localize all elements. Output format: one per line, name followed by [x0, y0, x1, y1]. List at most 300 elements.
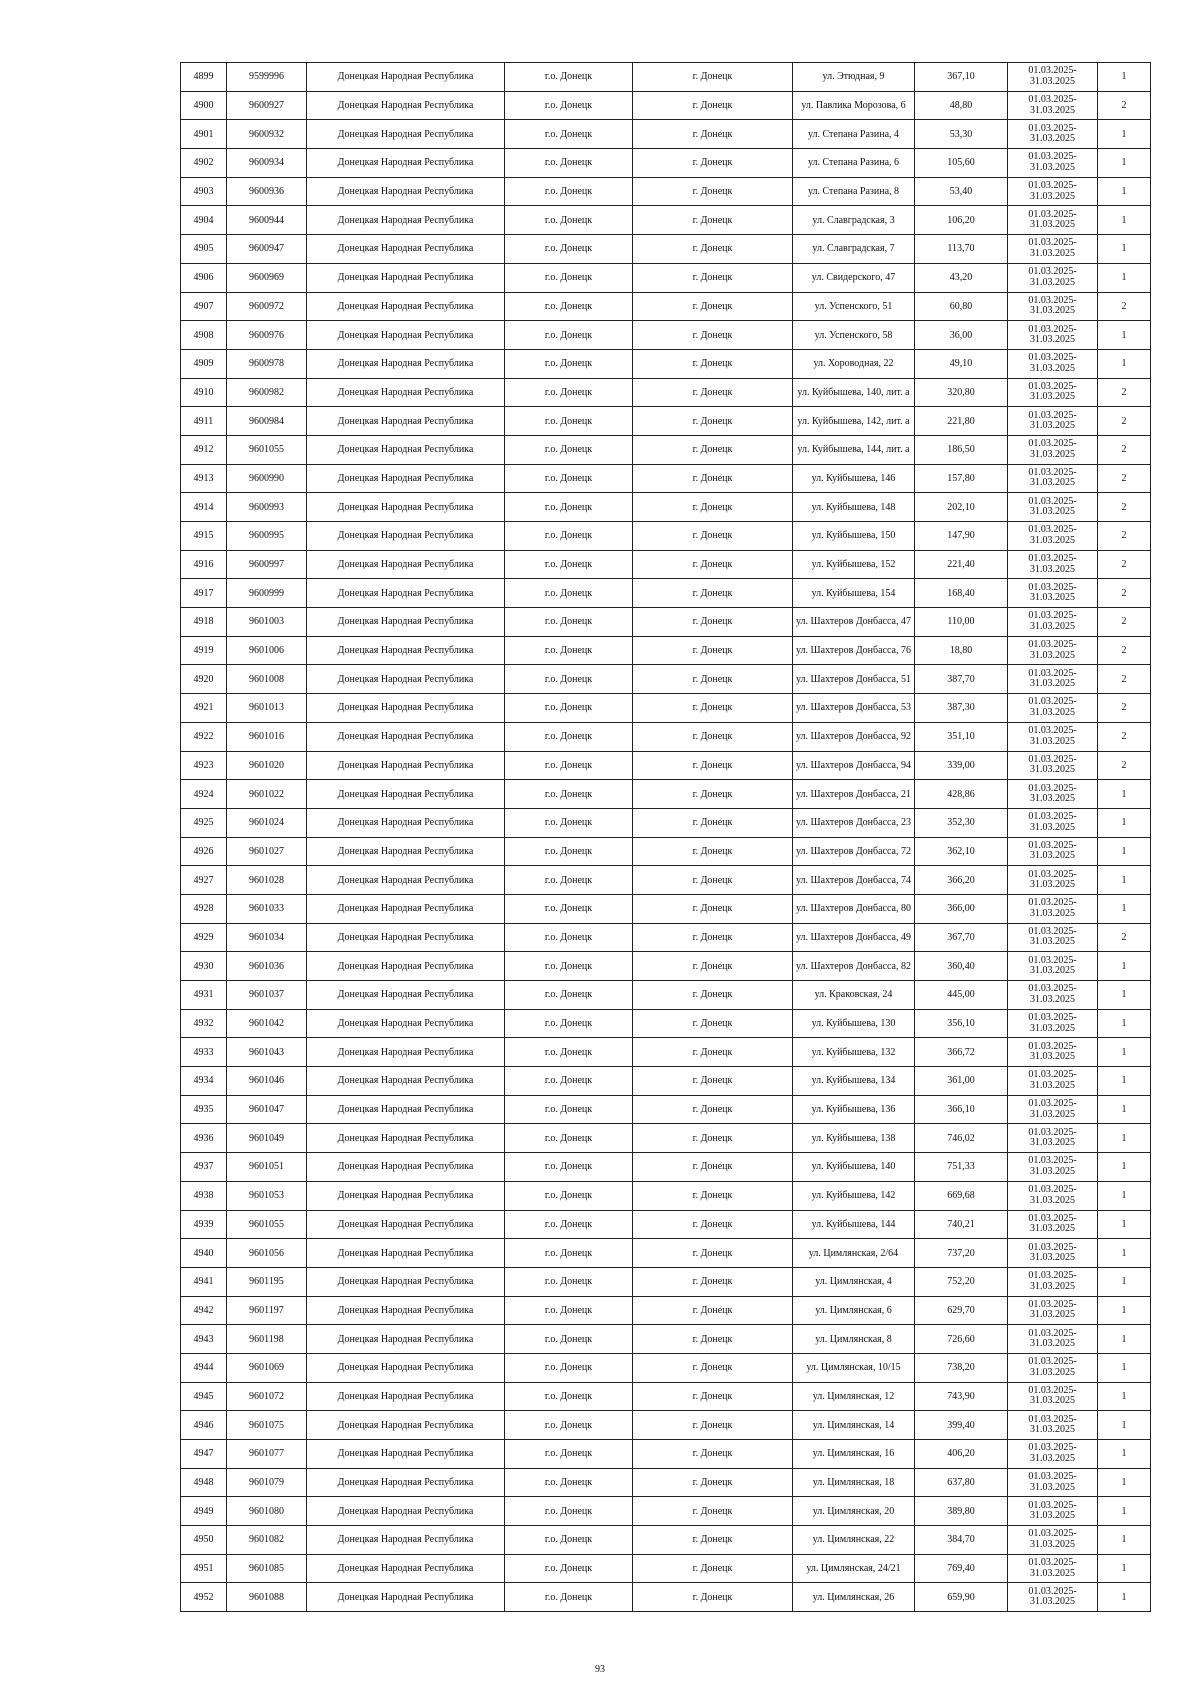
city-cell: г. Донецк [633, 1009, 793, 1038]
address-cell: ул. Куйбышева, 144, лит. а [793, 435, 915, 464]
page-number: 93 [595, 1664, 605, 1675]
address-cell: ул. Куйбышева, 132 [793, 1038, 915, 1067]
region-cell: Донецкая Народная Республика [307, 1181, 505, 1210]
cadastral-id-cell: 9601056 [227, 1239, 307, 1268]
address-cell: ул. Успенского, 58 [793, 321, 915, 350]
city-cell: г. Донецк [633, 952, 793, 981]
count-cell: 2 [1098, 91, 1151, 120]
count-cell: 1 [1098, 1497, 1151, 1526]
area-cell: 367,10 [915, 63, 1008, 92]
table-row [181, 923, 1151, 952]
cadastral-id-cell: 9601077 [227, 1440, 307, 1469]
region-cell: Донецкая Народная Республика [307, 1267, 505, 1296]
period-cell [1008, 1440, 1098, 1469]
row-number-cell: 4902 [181, 149, 227, 178]
cadastral-id-cell: 9601042 [227, 1009, 307, 1038]
period-cell [1008, 1239, 1098, 1268]
period-start: 01.03.2025- [1028, 1241, 1077, 1253]
city-cell: г. Донецк [633, 780, 793, 809]
area-cell: 18,80 [915, 636, 1008, 665]
row-number-cell: 4906 [181, 263, 227, 292]
period-cell [1008, 1382, 1098, 1411]
region-cell: Донецкая Народная Республика [307, 493, 505, 522]
address-cell: ул. Шахтеров Донбасса, 53 [793, 694, 915, 723]
cadastral-id-cell: 9600932 [227, 120, 307, 149]
region-cell: Донецкая Народная Республика [307, 263, 505, 292]
cadastral-id-cell: 9599996 [227, 63, 307, 92]
period-start: 01.03.2025- [1028, 983, 1077, 995]
address-cell: ул. Шахтеров Донбасса, 49 [793, 923, 915, 952]
count-cell: 2 [1098, 464, 1151, 493]
period-cell [1008, 1554, 1098, 1583]
region-cell: Донецкая Народная Республика [307, 1497, 505, 1526]
address-cell: ул. Шахтеров Донбасса, 82 [793, 952, 915, 981]
address-cell: ул. Куйбышева, 140 [793, 1153, 915, 1182]
period-start: 01.03.2025- [1028, 1069, 1077, 1081]
city-cell: г. Донецк [633, 665, 793, 694]
cadastral-id-cell: 9601016 [227, 722, 307, 751]
table-body [181, 63, 1151, 1612]
period-end: 31.03.2025 [1030, 1194, 1075, 1206]
count-cell: 2 [1098, 550, 1151, 579]
table-row [181, 177, 1151, 206]
city-cell: г. Донецк [633, 1239, 793, 1268]
table-row [181, 780, 1151, 809]
city-cell: г. Донецк [633, 1067, 793, 1096]
area-cell: 445,00 [915, 981, 1008, 1010]
city-cell: г. Донецк [633, 292, 793, 321]
count-cell: 1 [1098, 1296, 1151, 1325]
city-cell: г. Донецк [633, 722, 793, 751]
period-cell [1008, 1210, 1098, 1239]
count-cell: 2 [1098, 407, 1151, 436]
address-cell: ул. Цимлянская, 12 [793, 1382, 915, 1411]
region-cell: Донецкая Народная Республика [307, 1325, 505, 1354]
period-end: 31.03.2025 [1030, 563, 1075, 575]
municipality-cell: г.о. Донецк [505, 63, 633, 92]
area-cell: 320,80 [915, 378, 1008, 407]
area-cell: 360,40 [915, 952, 1008, 981]
municipality-cell: г.о. Донецк [505, 1067, 633, 1096]
address-cell: ул. Павлика Морозова, 6 [793, 91, 915, 120]
count-cell: 1 [1098, 1554, 1151, 1583]
area-cell: 43,20 [915, 263, 1008, 292]
period-start: 01.03.2025- [1028, 1212, 1077, 1224]
table-row [181, 435, 1151, 464]
count-cell: 1 [1098, 1325, 1151, 1354]
city-cell: г. Донецк [633, 636, 793, 665]
period-end: 31.03.2025 [1030, 1165, 1075, 1177]
municipality-cell: г.о. Донецк [505, 751, 633, 780]
address-cell: ул. Цимлянская, 20 [793, 1497, 915, 1526]
period-cell [1008, 1353, 1098, 1382]
period-cell [1008, 349, 1098, 378]
cadastral-id-cell: 9601034 [227, 923, 307, 952]
count-cell: 2 [1098, 579, 1151, 608]
municipality-cell: г.о. Донецк [505, 321, 633, 350]
municipality-cell: г.о. Донецк [505, 1181, 633, 1210]
address-cell: ул. Куйбышева, 146 [793, 464, 915, 493]
area-cell: 366,20 [915, 866, 1008, 895]
period-start: 01.03.2025- [1028, 925, 1077, 937]
address-cell: ул. Куйбышева, 144 [793, 1210, 915, 1239]
period-start: 01.03.2025- [1028, 122, 1077, 134]
period-start: 01.03.2025- [1028, 868, 1077, 880]
table-row [181, 636, 1151, 665]
table-row [181, 1325, 1151, 1354]
table-row [181, 1210, 1151, 1239]
table-row [181, 263, 1151, 292]
period-end: 31.03.2025 [1030, 1538, 1075, 1550]
period-end: 31.03.2025 [1030, 1051, 1075, 1063]
city-cell: г. Донецк [633, 808, 793, 837]
municipality-cell: г.о. Донецк [505, 1411, 633, 1440]
area-cell: 743,90 [915, 1382, 1008, 1411]
period-end: 31.03.2025 [1030, 936, 1075, 948]
period-cell [1008, 780, 1098, 809]
cadastral-id-cell: 9600969 [227, 263, 307, 292]
period-cell [1008, 63, 1098, 92]
area-cell: 387,70 [915, 665, 1008, 694]
period-cell [1008, 894, 1098, 923]
city-cell: г. Донецк [633, 493, 793, 522]
period-end: 31.03.2025 [1030, 993, 1075, 1005]
period-cell [1008, 579, 1098, 608]
row-number-cell: 4936 [181, 1124, 227, 1153]
address-cell: ул. Куйбышева, 130 [793, 1009, 915, 1038]
region-cell: Донецкая Народная Республика [307, 1411, 505, 1440]
area-cell: 428,86 [915, 780, 1008, 809]
count-cell: 2 [1098, 435, 1151, 464]
address-cell: ул. Шахтеров Донбасса, 94 [793, 751, 915, 780]
period-cell [1008, 378, 1098, 407]
city-cell: г. Донецк [633, 1124, 793, 1153]
row-number-cell: 4925 [181, 808, 227, 837]
municipality-cell: г.о. Донецк [505, 981, 633, 1010]
row-number-cell: 4907 [181, 292, 227, 321]
city-cell: г. Донецк [633, 407, 793, 436]
address-cell: ул. Цимлянская, 6 [793, 1296, 915, 1325]
table-row [181, 894, 1151, 923]
region-cell: Донецкая Народная Республика [307, 464, 505, 493]
document-page [180, 62, 1150, 1612]
cadastral-id-cell: 9600927 [227, 91, 307, 120]
cadastral-id-cell: 9601006 [227, 636, 307, 665]
row-number-cell: 4934 [181, 1067, 227, 1096]
period-end: 31.03.2025 [1030, 1510, 1075, 1522]
area-cell: 740,21 [915, 1210, 1008, 1239]
count-cell: 2 [1098, 378, 1151, 407]
period-start: 01.03.2025- [1028, 1471, 1077, 1483]
address-cell: ул. Куйбышева, 148 [793, 493, 915, 522]
region-cell: Донецкая Народная Республика [307, 894, 505, 923]
area-cell: 389,80 [915, 1497, 1008, 1526]
city-cell: г. Донецк [633, 1038, 793, 1067]
table-row [181, 522, 1151, 551]
region-cell: Донецкая Народная Республика [307, 91, 505, 120]
city-cell: г. Донецк [633, 1353, 793, 1382]
row-number-cell: 4939 [181, 1210, 227, 1239]
period-start: 01.03.2025- [1028, 151, 1077, 163]
period-start: 01.03.2025- [1028, 1298, 1077, 1310]
cadastral-id-cell: 9601013 [227, 694, 307, 723]
period-end: 31.03.2025 [1030, 1596, 1075, 1608]
area-cell: 48,80 [915, 91, 1008, 120]
period-end: 31.03.2025 [1030, 1252, 1075, 1264]
period-start: 01.03.2025- [1028, 1126, 1077, 1138]
period-end: 31.03.2025 [1030, 793, 1075, 805]
period-cell [1008, 263, 1098, 292]
period-end: 31.03.2025 [1030, 1108, 1075, 1120]
address-cell: ул. Цимлянская, 2/64 [793, 1239, 915, 1268]
table-row [181, 407, 1151, 436]
period-cell [1008, 321, 1098, 350]
period-end: 31.03.2025 [1030, 391, 1075, 403]
row-number-cell: 4912 [181, 435, 227, 464]
cadastral-id-cell: 9601069 [227, 1353, 307, 1382]
municipality-cell: г.о. Донецк [505, 464, 633, 493]
count-cell: 1 [1098, 1067, 1151, 1096]
period-start: 01.03.2025- [1028, 1557, 1077, 1569]
municipality-cell: г.о. Донецк [505, 1038, 633, 1067]
period-end: 31.03.2025 [1030, 592, 1075, 604]
period-cell [1008, 1095, 1098, 1124]
address-cell: ул. Цимлянская, 4 [793, 1267, 915, 1296]
row-number-cell: 4937 [181, 1153, 227, 1182]
municipality-cell: г.о. Донецк [505, 608, 633, 637]
period-start: 01.03.2025- [1028, 811, 1077, 823]
municipality-cell: г.о. Донецк [505, 349, 633, 378]
period-start: 01.03.2025- [1028, 553, 1077, 565]
table-row [181, 665, 1151, 694]
count-cell: 2 [1098, 694, 1151, 723]
municipality-cell: г.о. Донецк [505, 1210, 633, 1239]
city-cell: г. Донецк [633, 206, 793, 235]
municipality-cell: г.о. Донецк [505, 837, 633, 866]
cadastral-id-cell: 9601080 [227, 1497, 307, 1526]
row-number-cell: 4917 [181, 579, 227, 608]
area-cell: 361,00 [915, 1067, 1008, 1096]
period-end: 31.03.2025 [1030, 1481, 1075, 1493]
address-cell: ул. Куйбышева, 154 [793, 579, 915, 608]
address-cell: ул. Цимлянская, 22 [793, 1526, 915, 1555]
city-cell: г. Донецк [633, 378, 793, 407]
city-cell: г. Донецк [633, 1153, 793, 1182]
period-cell [1008, 1296, 1098, 1325]
period-start: 01.03.2025- [1028, 495, 1077, 507]
period-cell [1008, 608, 1098, 637]
table-row [181, 349, 1151, 378]
period-start: 01.03.2025- [1028, 897, 1077, 909]
period-cell [1008, 550, 1098, 579]
period-cell [1008, 952, 1098, 981]
address-cell: ул. Цимлянская, 10/15 [793, 1353, 915, 1382]
period-cell [1008, 1267, 1098, 1296]
row-number-cell: 4932 [181, 1009, 227, 1038]
count-cell: 1 [1098, 1153, 1151, 1182]
address-cell: ул. Шахтеров Донбасса, 76 [793, 636, 915, 665]
municipality-cell: г.о. Донецк [505, 1239, 633, 1268]
period-cell [1008, 722, 1098, 751]
cadastral-id-cell: 9601195 [227, 1267, 307, 1296]
table-row [181, 1468, 1151, 1497]
period-cell [1008, 923, 1098, 952]
cadastral-id-cell: 9601043 [227, 1038, 307, 1067]
city-cell: г. Донецк [633, 923, 793, 952]
row-number-cell: 4942 [181, 1296, 227, 1325]
municipality-cell: г.о. Донецк [505, 1382, 633, 1411]
area-cell: 669,68 [915, 1181, 1008, 1210]
region-cell: Донецкая Народная Республика [307, 63, 505, 92]
municipality-cell: г.о. Донецк [505, 493, 633, 522]
area-cell: 351,10 [915, 722, 1008, 751]
region-cell: Донецкая Народная Республика [307, 1067, 505, 1096]
city-cell: г. Донецк [633, 1526, 793, 1555]
municipality-cell: г.о. Донецк [505, 292, 633, 321]
city-cell: г. Донецк [633, 1583, 793, 1612]
period-end: 31.03.2025 [1030, 678, 1075, 690]
municipality-cell: г.о. Донецк [505, 522, 633, 551]
region-cell: Донецкая Народная Республика [307, 1239, 505, 1268]
city-cell: г. Донецк [633, 1210, 793, 1239]
area-cell: 53,40 [915, 177, 1008, 206]
area-cell: 366,10 [915, 1095, 1008, 1124]
table-row [181, 321, 1151, 350]
address-cell: ул. Степана Разина, 8 [793, 177, 915, 206]
count-cell: 1 [1098, 235, 1151, 264]
period-start: 01.03.2025- [1028, 954, 1077, 966]
period-cell [1008, 837, 1098, 866]
address-cell: ул. Шахтеров Донбасса, 74 [793, 866, 915, 895]
period-start: 01.03.2025- [1028, 294, 1077, 306]
period-cell [1008, 694, 1098, 723]
table-row [181, 378, 1151, 407]
cadastral-id-cell: 9601036 [227, 952, 307, 981]
city-cell: г. Донецк [633, 579, 793, 608]
address-cell: ул. Куйбышева, 150 [793, 522, 915, 551]
period-cell [1008, 435, 1098, 464]
period-start: 01.03.2025- [1028, 1184, 1077, 1196]
period-cell [1008, 1497, 1098, 1526]
count-cell: 1 [1098, 1210, 1151, 1239]
row-number-cell: 4930 [181, 952, 227, 981]
area-cell: 157,80 [915, 464, 1008, 493]
cadastral-id-cell: 9601049 [227, 1124, 307, 1153]
registry-table [180, 62, 1151, 1612]
period-end: 31.03.2025 [1030, 477, 1075, 489]
area-cell: 726,60 [915, 1325, 1008, 1354]
municipality-cell: г.о. Донецк [505, 636, 633, 665]
table-row [181, 981, 1151, 1010]
period-cell [1008, 665, 1098, 694]
municipality-cell: г.о. Донецк [505, 120, 633, 149]
row-number-cell: 4909 [181, 349, 227, 378]
period-cell [1008, 493, 1098, 522]
region-cell: Донецкая Народная Республика [307, 952, 505, 981]
count-cell: 1 [1098, 206, 1151, 235]
period-cell [1008, 1583, 1098, 1612]
area-cell: 106,20 [915, 206, 1008, 235]
period-start: 01.03.2025- [1028, 94, 1077, 106]
address-cell: ул. Шахтеров Донбасса, 51 [793, 665, 915, 694]
area-cell: 406,20 [915, 1440, 1008, 1469]
municipality-cell: г.о. Донецк [505, 1497, 633, 1526]
cadastral-id-cell: 9600997 [227, 550, 307, 579]
area-cell: 113,70 [915, 235, 1008, 264]
count-cell: 1 [1098, 1095, 1151, 1124]
area-cell: 387,30 [915, 694, 1008, 723]
period-end: 31.03.2025 [1030, 1022, 1075, 1034]
address-cell: ул. Куйбышева, 142 [793, 1181, 915, 1210]
table-row [181, 493, 1151, 522]
period-end: 31.03.2025 [1030, 104, 1075, 116]
address-cell: ул. Степана Разина, 6 [793, 149, 915, 178]
row-number-cell: 4900 [181, 91, 227, 120]
period-end: 31.03.2025 [1030, 506, 1075, 518]
city-cell: г. Донецк [633, 1468, 793, 1497]
cadastral-id-cell: 9601055 [227, 1210, 307, 1239]
row-number-cell: 4940 [181, 1239, 227, 1268]
count-cell: 1 [1098, 321, 1151, 350]
period-start: 01.03.2025- [1028, 1356, 1077, 1368]
count-cell: 2 [1098, 608, 1151, 637]
city-cell: г. Донецк [633, 1095, 793, 1124]
count-cell: 1 [1098, 1239, 1151, 1268]
period-start: 01.03.2025- [1028, 753, 1077, 765]
area-cell: 60,80 [915, 292, 1008, 321]
period-cell [1008, 1526, 1098, 1555]
period-end: 31.03.2025 [1030, 1424, 1075, 1436]
region-cell: Донецкая Народная Республика [307, 694, 505, 723]
row-number-cell: 4950 [181, 1526, 227, 1555]
row-number-cell: 4943 [181, 1325, 227, 1354]
period-end: 31.03.2025 [1030, 1567, 1075, 1579]
period-start: 01.03.2025- [1028, 409, 1077, 421]
area-cell: 366,72 [915, 1038, 1008, 1067]
area-cell: 36,00 [915, 321, 1008, 350]
city-cell: г. Донецк [633, 177, 793, 206]
address-cell: ул. Хороводная, 22 [793, 349, 915, 378]
address-cell: ул. Этюдная, 9 [793, 63, 915, 92]
row-number-cell: 4905 [181, 235, 227, 264]
region-cell: Донецкая Народная Республика [307, 1382, 505, 1411]
row-number-cell: 4923 [181, 751, 227, 780]
table-row [181, 1067, 1151, 1096]
period-start: 01.03.2025- [1028, 782, 1077, 794]
area-cell: 186,50 [915, 435, 1008, 464]
period-start: 01.03.2025- [1028, 237, 1077, 249]
row-number-cell: 4901 [181, 120, 227, 149]
table-row [181, 120, 1151, 149]
row-number-cell: 4913 [181, 464, 227, 493]
municipality-cell: г.о. Донецк [505, 1296, 633, 1325]
row-number-cell: 4915 [181, 522, 227, 551]
address-cell: ул. Шахтеров Донбасса, 47 [793, 608, 915, 637]
row-number-cell: 4941 [181, 1267, 227, 1296]
period-end: 31.03.2025 [1030, 735, 1075, 747]
region-cell: Донецкая Народная Республика [307, 1583, 505, 1612]
area-cell: 629,70 [915, 1296, 1008, 1325]
period-cell [1008, 751, 1098, 780]
region-cell: Донецкая Народная Республика [307, 608, 505, 637]
count-cell: 1 [1098, 1440, 1151, 1469]
city-cell: г. Донецк [633, 1411, 793, 1440]
period-start: 01.03.2025- [1028, 1098, 1077, 1110]
period-cell [1008, 808, 1098, 837]
table-row [181, 1382, 1151, 1411]
period-cell [1008, 235, 1098, 264]
period-cell [1008, 149, 1098, 178]
